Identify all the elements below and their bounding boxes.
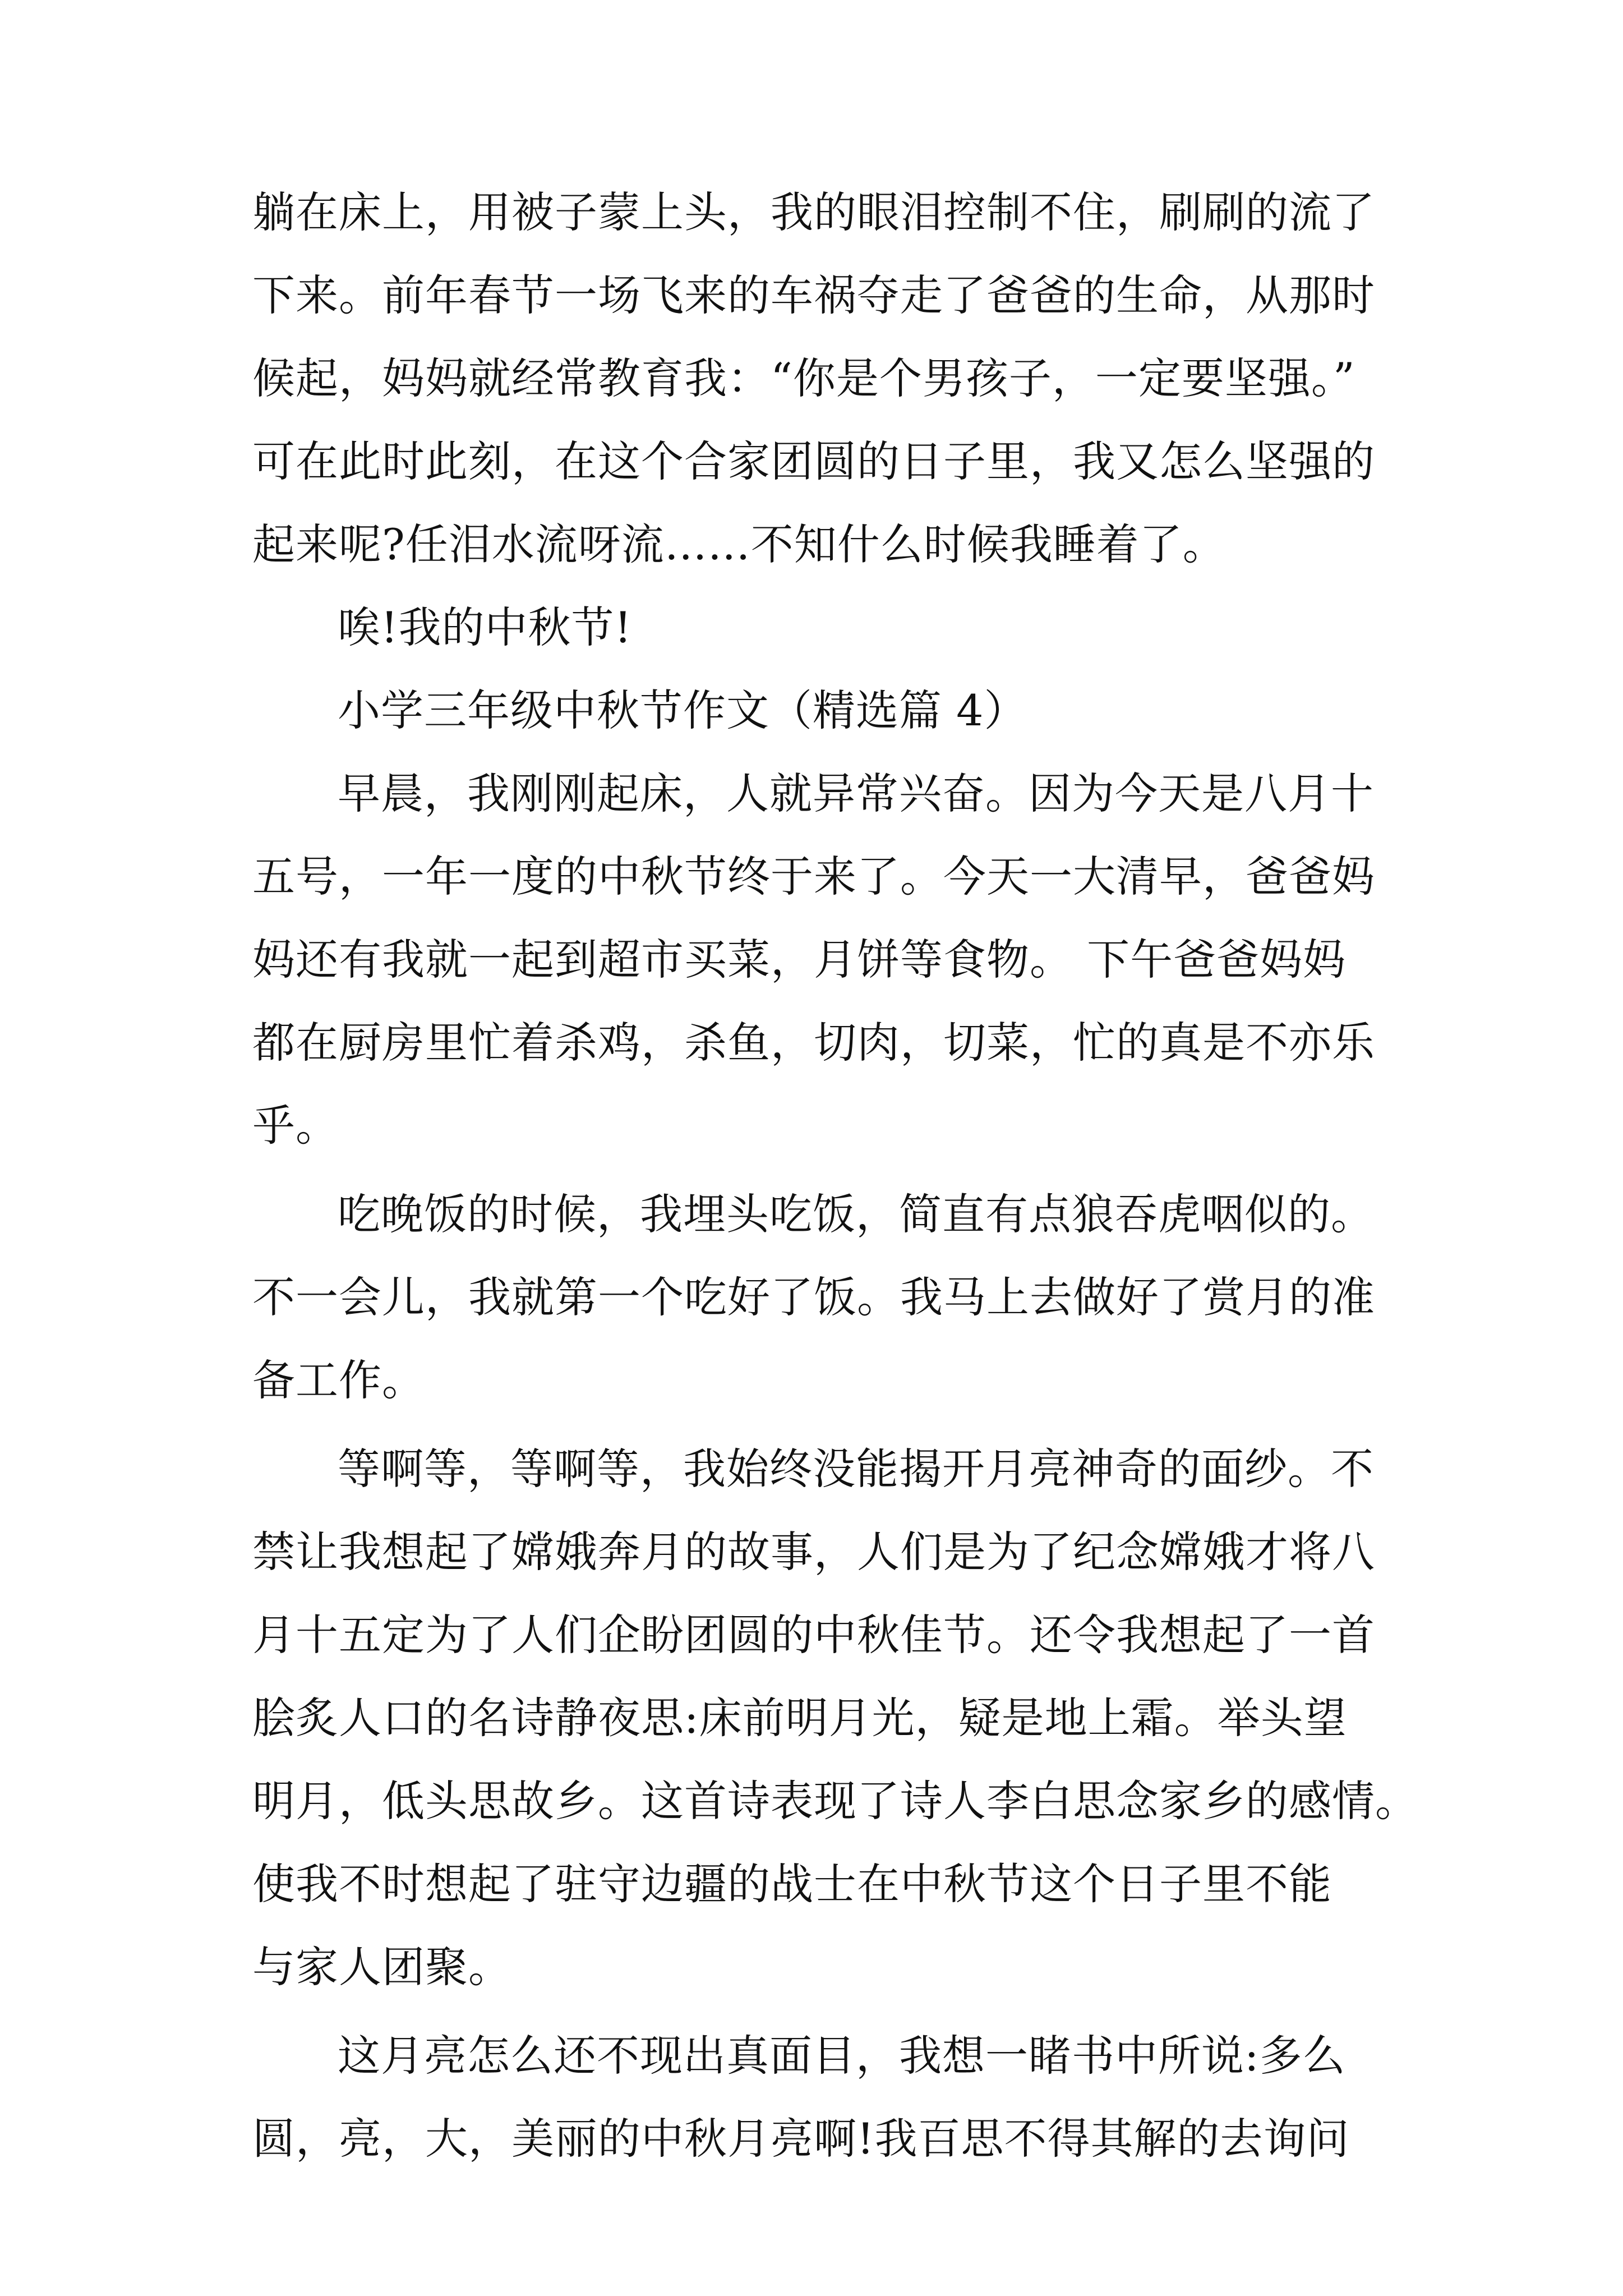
- paragraph-line-14: 不一会儿，我就第一个吃好了饭。我马上去做好了赏月的准: [252, 1272, 1375, 1322]
- paragraph-line-1: 躺在床上，用被子蒙上头，我的眼泪控制不住，刷刷的流了: [252, 187, 1375, 237]
- paragraph-line-10: 妈还有我就一起到超市买菜，月饼等食物。 下午爸爸妈妈: [252, 935, 1347, 984]
- paragraph-line-9: 五号，一年一度的中秋节终于来了。今天一大清早，爸爸妈: [252, 852, 1375, 901]
- paragraph-line-23: 这月亮怎么还不现出真面目，我想一睹书中所说:多么: [338, 2031, 1346, 2081]
- exclamation-line: 唉!我的中秋节!: [338, 602, 633, 652]
- paragraph-line-20: 明月，低头思故乡。这首诗表现了诗人李白思念家乡的感情。: [252, 1776, 1418, 1826]
- paragraph-line-3: 候起，妈妈就经常教育我：“你是个男孩子，一定要坚强。”: [252, 353, 1355, 403]
- paragraph-line-5: 起来呢?任泪水流呀流……不知什么时候我睡着了。: [252, 519, 1226, 569]
- paragraph-line-12: 乎。: [252, 1101, 339, 1151]
- paragraph-line-13: 吃晚饭的时候，我埋头吃饭，简直有点狼吞虎咽似的。: [338, 1189, 1374, 1239]
- paragraph-line-17: 禁让我想起了嫦娥奔月的故事，人们是为了纪念嫦娥才将八: [252, 1527, 1375, 1577]
- paragraph-line-19: 脍炙人口的名诗静夜思:床前明月光，疑是地上霜。举头望: [252, 1693, 1347, 1743]
- paragraph-line-18: 月十五定为了人们企盼团圆的中秋佳节。还令我想起了一首: [252, 1610, 1375, 1660]
- paragraph-line-21: 使我不时想起了驻守边疆的战士在中秋节这个日子里不能: [252, 1859, 1332, 1909]
- paragraph-line-22: 与家人团聚。: [252, 1942, 511, 1992]
- paragraph-line-4: 可在此时此刻，在这个合家团圆的日子里，我又怎么坚强的: [252, 436, 1375, 486]
- paragraph-line-8: 早晨，我刚刚起床，人就异常兴奋。因为今天是八月十: [338, 769, 1374, 818]
- paragraph-line-2: 下来。前年春节一场飞来的车祸夺走了爸爸的生命，从那时: [252, 270, 1375, 320]
- section-title: 小学三年级中秋节作文（精选篇 4）: [338, 685, 1027, 735]
- paragraph-line-24: 圆，亮，大，美丽的中秋月亮啊!我百思不得其解的去询问: [252, 2114, 1350, 2164]
- paragraph-line-15: 备工作。: [252, 1355, 425, 1405]
- essay-text: [252, 171, 1418, 2180]
- paragraph-line-16: 等啊等，等啊等，我始终没能揭开月亮神奇的面纱。不: [338, 1444, 1374, 1494]
- paragraph-line-11: 都在厨房里忙着杀鸡，杀鱼，切肉，切菜，忙的真是不亦乐: [252, 1018, 1375, 1068]
